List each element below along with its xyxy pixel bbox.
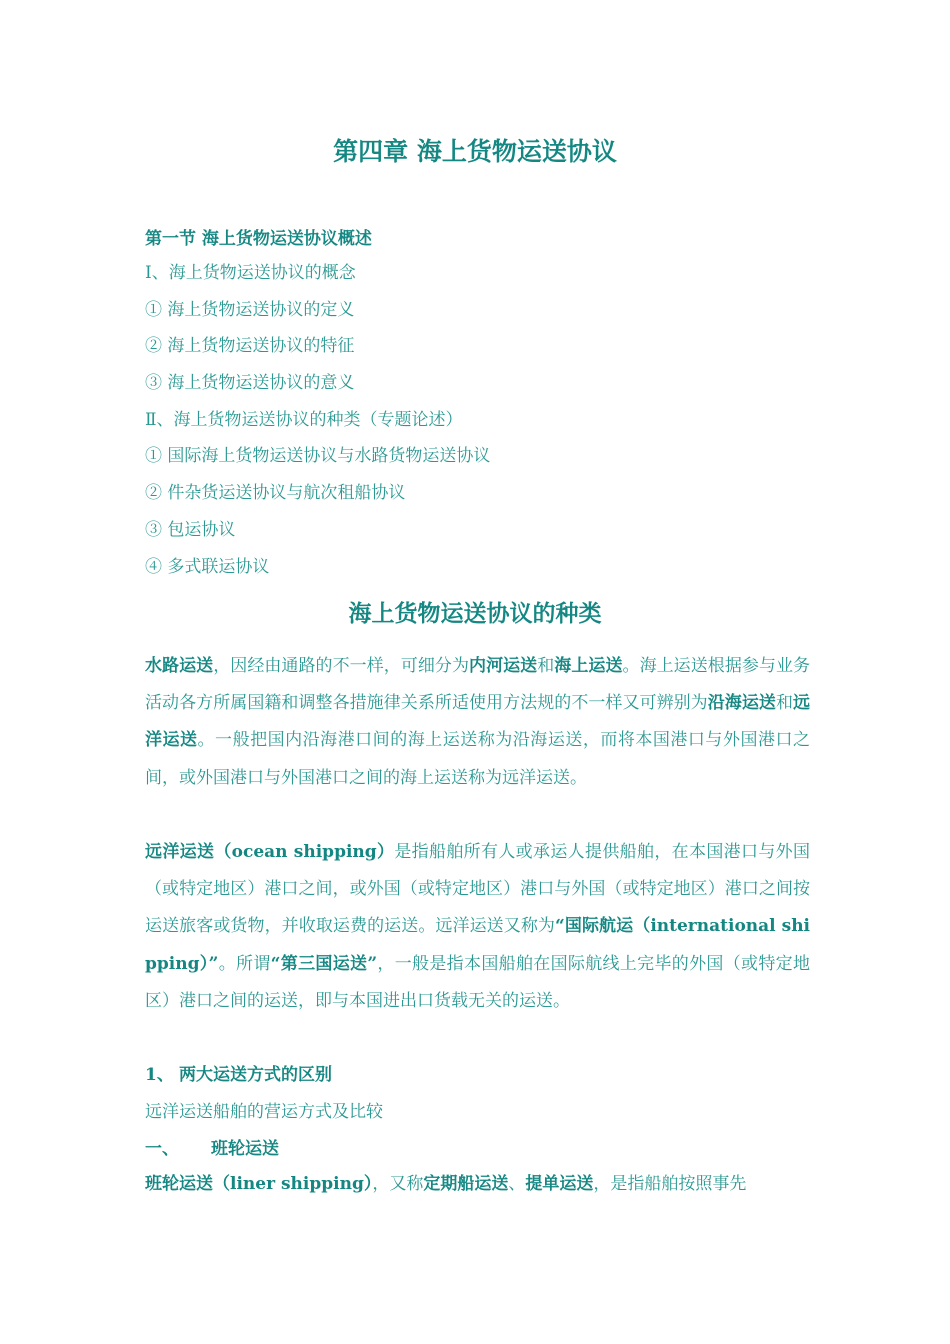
paragraph-water-transport — [145, 648, 810, 797]
para-text: 和 — [537, 656, 555, 676]
term-bill-of-lading: 提单运送 — [525, 1174, 594, 1194]
outline-list — [145, 259, 845, 589]
term-sea-transport: 海上运送 — [554, 656, 623, 676]
para-text: 。海上运送根据参与业务活动各方所属国籍和调整各措施律关系所适使用方法规的不一样又可辨别为 — [145, 656, 811, 714]
heading-1 — [145, 1057, 332, 1094]
outline-item: ④ 多式联运协议 — [145, 556, 270, 577]
para-text: ，又称 — [372, 1174, 424, 1194]
subtitle: 海上货物运送协议的种类 — [348, 600, 602, 627]
outline-item: ① 海上货物运送协议的定义 — [145, 299, 355, 320]
heading-number: 1、 — [145, 1065, 174, 1085]
paragraph-liner-shipping — [145, 1166, 810, 1203]
para-text: 和 — [775, 693, 794, 714]
outline-item: ③ 海上货物运送协议的意义 — [145, 373, 355, 394]
outline-item: ① 国际海上货物运送协议与水路货物运送协议 — [145, 446, 491, 467]
term-international-shipping: “国际航运（international shipping）” — [145, 916, 811, 974]
term-water-transport: 水路运送 — [145, 656, 214, 676]
heading-number: 一、 — [145, 1139, 179, 1159]
term-scheduled-ship: 定期船运送 — [423, 1174, 509, 1194]
para-text: ，一般是指本国船舶在国际航线上完毕的外国（或特定地区）港口之间的运送，即与本国进出口货载无关的运送。 — [145, 953, 810, 1011]
outline-item: ③ 包运协议 — [145, 519, 236, 540]
para-text: ，是指船舶按照事先 — [593, 1174, 747, 1194]
para-text: 、 — [508, 1174, 526, 1194]
para-text: 。一般把国内沿海港口间的海上运送称为沿海运送，而将本国港口与外国港口之间，或外国港口与外国港口之间的海上运送称为远洋运送。 — [145, 730, 811, 788]
outline-item: Ⅰ、海上货物运送协议的概念 — [145, 263, 356, 283]
outline-item: ② 件杂货运送协议与航次租船协议 — [145, 483, 406, 504]
term-ocean: 远洋运送 — [145, 693, 811, 751]
term-ocean-shipping: 远洋运送（ocean shipping） — [145, 842, 395, 862]
term-inland-river: 内河运送 — [469, 656, 538, 676]
chapter-title: 第四章 海上货物运送协议 — [333, 137, 617, 166]
heading-text: 两大运送方式的区别 — [179, 1065, 332, 1085]
paragraph-ocean-shipping — [145, 834, 810, 1020]
heading-2 — [145, 1131, 279, 1168]
para-text: ，因经由通路的不一样，可细分为 — [213, 656, 470, 676]
para-text: 是指船舶所有人或承运人提供船舶，在本国港口与外国（或特定地区）港口之间，或外国（或特定地区）港口与外国（或特定地区）港口之间按运送旅客或货物，并收取运费的运送。远洋运送又称为 — [145, 842, 811, 937]
term-coastal: 沿海运送 — [707, 693, 776, 714]
term-third-country: “第三国运送” — [270, 953, 378, 974]
term-liner-shipping: 班轮运送（liner shipping） — [145, 1174, 373, 1194]
outline-item: ② 海上货物运送协议的特征 — [145, 336, 355, 357]
outline-item: Ⅱ、海上货物运送协议的种类（专题论述） — [145, 409, 463, 430]
heading-text: 班轮运送 — [211, 1139, 279, 1159]
section-heading: 第一节 海上货物运送协议概述 — [145, 229, 372, 249]
para-text: 。所谓 — [218, 953, 271, 974]
plain-line: 远洋运送船舶的营运方式及比较 — [145, 1102, 383, 1122]
